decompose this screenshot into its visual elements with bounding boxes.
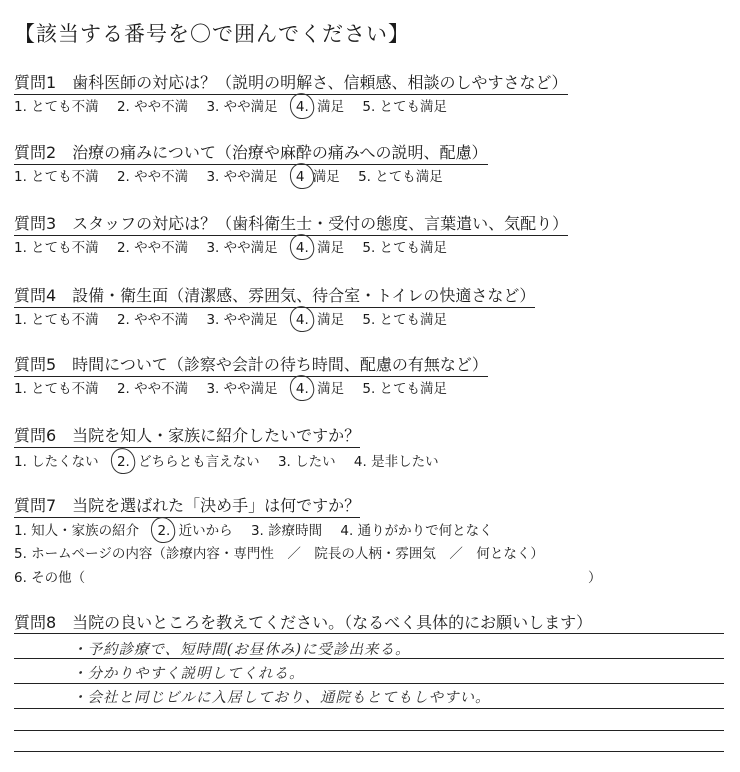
page-title: 【該当する番号を〇で囲んでください】 <box>14 22 410 46</box>
question-7-options-line-1 <box>14 519 507 539</box>
q1-option-1: 1. とても不満 <box>14 99 99 115</box>
q2-option-4 <box>296 169 305 185</box>
question-3-title: 質問3 スタッフの対応は？（歯科衛生士・受付の態度、言葉遣い、気配り） <box>14 211 568 236</box>
question-2-options <box>14 165 457 185</box>
q5-option-4-number: 4. <box>295 381 309 397</box>
question-1-options <box>14 95 461 115</box>
q7-option-5: 5. ホームページの内容（診療内容・専門性 ／ 院長の人柄・雰囲気 ／ 何となく） <box>14 546 544 562</box>
q5-option-1: 1. とても不満 <box>14 381 99 397</box>
q2-option-3: 3. やや満足 <box>206 169 278 185</box>
question-7-title: 質問7 当院を選ばれた「決め手」は何ですか？ <box>14 493 360 518</box>
q7-option-2-label: 近いから <box>178 523 233 539</box>
q7-option-6-label: 6. その他（ <box>14 570 86 586</box>
handwritten-answer-3: ・会社と同じビルに入居しており、通院もとてもしやすい。 <box>72 690 491 706</box>
q4-option-5: 5. とても満足 <box>362 312 448 328</box>
question-4-options <box>14 308 461 328</box>
q2-option-2: 2. やや不満 <box>116 169 189 185</box>
q3-option-2: 2. やや不満 <box>116 240 189 256</box>
question-2-title: 質問2 治療の痛みについて（治療や麻酔の痛みへの説明、配慮） <box>14 140 488 165</box>
question-6-options <box>14 450 453 470</box>
q7-option-2 <box>157 523 170 539</box>
answer-line <box>14 751 724 752</box>
selection-circle <box>150 515 177 544</box>
q3-option-5: 5. とても満足 <box>362 240 448 256</box>
q7-option-1: 1. 知人・家族の紹介 <box>14 523 140 539</box>
q2-option-1: 1. とても不満 <box>14 169 99 185</box>
answer-line <box>14 730 724 731</box>
q6-option-3: 3. したい <box>277 454 336 470</box>
q7-option-3: 3. 診療時間 <box>250 523 323 539</box>
q4-option-4 <box>296 312 309 328</box>
q1-option-3: 3. やや満足 <box>206 99 278 115</box>
handwritten-answer-1: ・予約診療で、短時間(お昼休み)に受診出来る。 <box>72 642 411 658</box>
question-5-title: 質問5 時間について（診察や会計の待ち時間、配慮の有無など） <box>14 352 488 377</box>
selection-circle <box>288 373 315 402</box>
q3-option-4 <box>296 240 309 256</box>
selection-circle <box>288 161 315 190</box>
q1-option-4-number: 4. <box>295 99 309 115</box>
question-8-title: 質問8 当院の良いところを教えてください。（なるべく具体的にお願いします） <box>14 613 593 632</box>
q3-option-4-number: 4. <box>295 240 309 256</box>
q2-option-5: 5. とても満足 <box>358 169 443 185</box>
q7-option-6-close: ） <box>588 570 602 586</box>
q7-option-4: 4. 通りがかりで何となく <box>340 523 493 539</box>
q2-option-4-label: 満足 <box>312 169 340 185</box>
q7-option-2-number: 2. <box>157 523 171 539</box>
q1-option-4 <box>296 99 309 115</box>
answer-line <box>14 708 724 709</box>
selection-circle <box>288 91 315 120</box>
selection-circle <box>288 304 315 333</box>
q4-option-4-label: 満足 <box>317 312 345 328</box>
q5-option-4-label: 満足 <box>317 381 345 397</box>
answer-line <box>14 683 724 684</box>
q4-option-3: 3. やや満足 <box>206 312 278 328</box>
q5-option-3: 3. やや満足 <box>206 381 278 397</box>
q1-option-4-label: 満足 <box>317 99 345 115</box>
q4-option-2: 2. やや不満 <box>116 312 189 328</box>
q6-option-1: 1. したくない <box>14 454 99 470</box>
selection-circle <box>109 446 136 475</box>
selection-circle <box>288 232 315 261</box>
q3-option-4-label: 満足 <box>317 240 345 256</box>
question-1-title: 質問1 歯科医師の対応は？（説明の明解さ、信頼感、相談のしやすさなど） <box>14 70 568 95</box>
q4-option-4-number: 4. <box>295 312 309 328</box>
q5-option-2: 2. やや不満 <box>116 381 189 397</box>
answer-line <box>14 633 724 634</box>
question-4-title: 質問4 設備・衛生面（清潔感、雰囲気、待合室・トイレの快適さなど） <box>14 283 535 308</box>
q5-option-5: 5. とても満足 <box>362 381 448 397</box>
q6-option-2-number: 2. <box>116 454 130 470</box>
q3-option-3: 3. やや満足 <box>206 240 278 256</box>
q3-option-1: 1. とても不満 <box>14 240 99 256</box>
question-3-options <box>14 236 461 256</box>
q2-option-4-number: 4 <box>295 169 305 185</box>
q5-option-4 <box>296 381 309 397</box>
q1-option-5: 5. とても満足 <box>362 99 448 115</box>
q6-option-2 <box>117 454 130 470</box>
q6-option-4: 4. 是非したい <box>353 454 439 470</box>
question-5-options <box>14 377 461 397</box>
q4-option-1: 1. とても不満 <box>14 312 99 328</box>
q1-option-2: 2. やや不満 <box>116 99 189 115</box>
handwritten-answer-2: ・分かりやすく説明してくれる。 <box>72 666 305 682</box>
q6-option-2-label: どちらとも言えない <box>138 454 260 470</box>
question-6-title: 質問6 当院を知人・家族に紹介したいですか？ <box>14 423 360 448</box>
